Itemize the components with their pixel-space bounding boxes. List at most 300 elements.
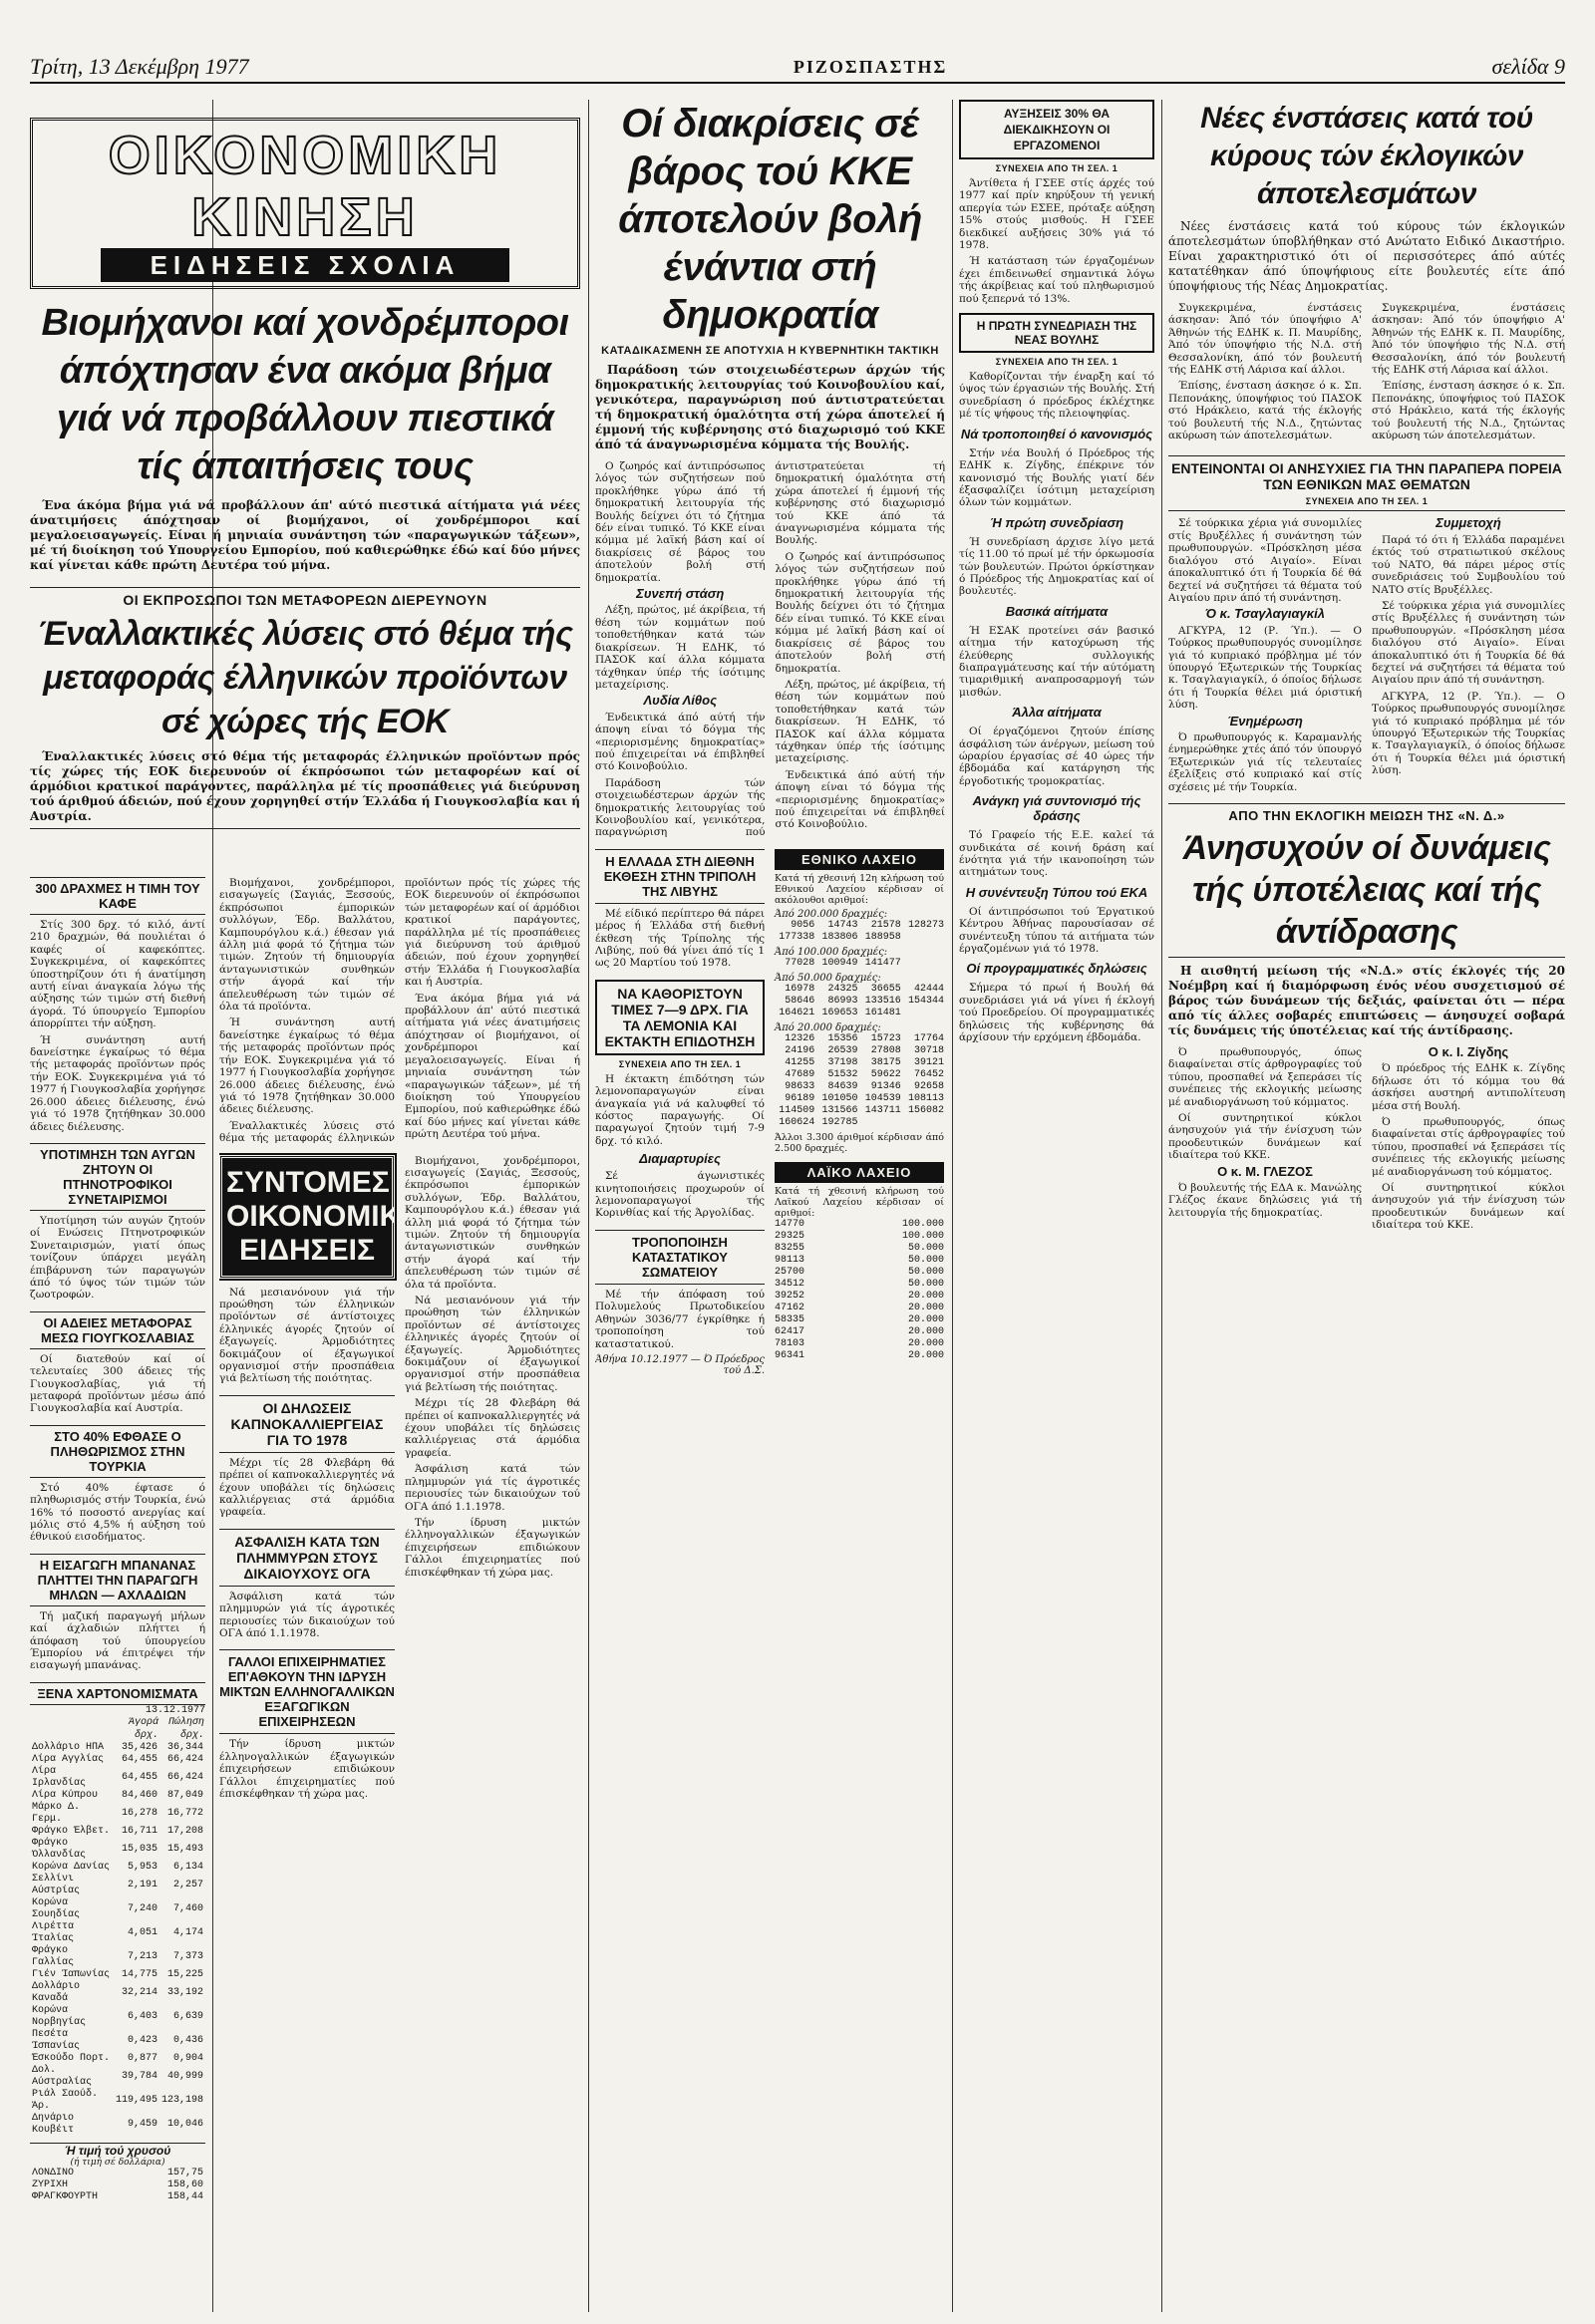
fx-row: [30, 1742, 205, 1754]
lottery-number: 20.000: [907, 1302, 944, 1313]
lemon-subhead: Διαμαρτυρίες: [639, 1151, 721, 1167]
fx-cell-name: Κορώνα Δανίας: [32, 1861, 111, 1873]
kke-paragraph: Παράδοση τών στοιχειωδέστερων άρχών τής δημοκρατικής λειτουργίας τού Κοινοβουλίου καί, γενικότερα, παραγνώριση πού άντιστρατεύεται τή δημοκρατική όμαλότητα στή χώρα άποτελεί ή έμμονή τής κυβέρνησης στό διαχωρισμό τού ΚΚΕ άπό τά άναγνωρισμένα κόμματα τής Βουλής.: [595, 460, 945, 839]
economy-lead-text: Ένα άκόμα βήμα γιά νά προβάλλουν άπ' αύτό πιεστικά αίτήματα γιά νέες άνατιμήσεις άπόχτησαν οί βιομήχανοι, οί χονδρέμποροι καί μεγαλοεισαγωγείς. Είναι ή μηνιαία συνάντηση τών «παραγωγικών τάξεων», μέ τή διοίκηση τού Υπουργείου Εμπορίου, πού καθιερώθηκε έδώ καί δύο μήνες καί γίνεται κάθε πρώτη Δευτέρα τού μήνα.: [30, 498, 580, 572]
lottery-number-grid: [775, 1033, 944, 1129]
fx-cell-name: Πεσέτα Ίσπανίας: [32, 2028, 81, 2052]
lottery-number: 15723: [870, 1032, 901, 1044]
kke-lower-right: [775, 849, 944, 1376]
cyprus-body: [1168, 517, 1565, 793]
lottery-number: 104539: [864, 1092, 901, 1104]
gold-cell-val: 158,44: [166, 2190, 203, 2202]
fx-row: [30, 1790, 205, 1802]
fx-table: [30, 1716, 205, 2137]
lottery-number: 143711: [864, 1104, 901, 1116]
wages-text: [959, 177, 1154, 305]
insurance-paragraph: Άσφάλιση κατά τών πλημμυρών γιά τίς άγροτικές περιουσίες τών δικαιούχων τού ΟΓΑ άπό 1.1.1978.: [219, 1590, 395, 1640]
fx-cell-name: Δηνάριο Κουβέιτ: [32, 2112, 75, 2136]
kke-paragraph: Λέξη, πρώτος, μέ άκρίβεια, τή θέση τών κομμάτων πού τοποθετήθηκαν κατά τών διακρίσεων. Ή ΕΔΗΚ, τό ΠΑΣΟΚ καί άλλα κόμματα τάχθηκαν ύπέρ τής ίσότιμης μεταχείρισης.: [775, 678, 945, 765]
lottery-number: 154344: [907, 995, 944, 1007]
wages-section: [959, 100, 1154, 2312]
turkey-headline: ΣΤΟ 40% ΕΦΘΑΣΕ Ο ΠΛΗΘΩΡΙΣΜΟΣ ΣΤΗΝ ΤΟΥΡΚΙΑ: [30, 1425, 205, 1478]
fx-cell-buy: 39,784: [121, 2070, 158, 2082]
fx-cell-sell: 66,424: [166, 1771, 203, 1783]
fx-cell-buy: 7,240: [127, 1902, 158, 1914]
info-subhead: Ένημέρωση: [1227, 713, 1303, 728]
fx-cell-sell: 15,493: [166, 1843, 203, 1855]
permits-headline: ΟΙ ΑΔΕΙΕΣ ΜΕΤΑΦΟΡΑΣ ΜΕΣΩ ΓΙΟΥΓΚΟΣΛΑΒΙΑΣ: [30, 1311, 205, 1349]
other-demands-paragraph: Οί έργαζόμενοι ζητούν έπίσης άσφάλιση τών άνέργων, μείωση τού ώραρίου έργασίας σέ 40 ώρες τήν έβδομάδα καί κατάργηση τής έργοδοτικής τρομοκρατίας.: [959, 726, 1154, 787]
fx-cell-buy: 4,051: [127, 1926, 158, 1938]
first-session-paragraph: Καθορίζονται τήν έναρξη καί τό ύψος τών έργασιών τής Βουλής. Στή συνεδρίαση ό πρόεδρος έκλέχτηκε μέ τίς ψήφους τής πλειοψηφίας.: [959, 371, 1154, 421]
press-text: [959, 906, 1154, 956]
economy-mid-text: [219, 877, 580, 1145]
lottery-number-grid: [775, 958, 944, 970]
fx-cell-name: Γιέν Ίαπωνίας: [32, 1968, 111, 1980]
popular-lottery-intro: Κατά τή χθεσινή κλήρωση τού Λαϊκού Λαχείου κέρδισαν οί αριθμοί:: [775, 1185, 944, 1219]
lottery-number: 30718: [913, 1044, 944, 1056]
wages-kicker: ΑΥΞΗΣΕΙΣ 30% ΘΑ ΔΙΕΚΔΙΚΗΣΟΥΝ ΟΙ ΕΡΓΑΖΟΜΕΝΟΙ: [1003, 107, 1111, 152]
fx-cell-buy: 9,459: [127, 2118, 158, 2130]
fx-cell-sell: 2,257: [172, 1879, 203, 1890]
national-lottery-intro: Κατά τή χθεσινή 12η κλήρωση τού Εθνικού Λαχείου κέρδισαν οί ακόλουθοι αριθμοί:: [775, 872, 944, 906]
appeals-paragraph: Έπίσης, ένσταση άσκησε ό κ. Σπ. Πεπονάκης, ύποψήφιος τού ΠΑΣΟΚ στό Ηράκλειο, κατά τής έκλογής τού βουλευτή τής Ν.Δ., ζητώντας ακύρωση τών άποτελεσμάτων.: [1168, 380, 1362, 442]
lottery-number: 100949: [821, 957, 858, 969]
economy-section-top: [30, 118, 580, 875]
transport-headline: Έναλλακτικές λύσεις στό θέμα τής μεταφοράς έλληνικών προϊόντων σέ χώρες τής ΕΟΚ: [37, 615, 573, 740]
bananas-headline: Η ΕΙΣΑΓΩΓΗ ΜΠΑΝΑΝΑΣ ΠΛΗΤΤΕΙ ΤΗΝ ΠΑΡΑΓΩΓΗ ΜΗΛΩΝ — ΑΧΛΑΔΙΩΝ: [30, 1554, 205, 1606]
info-paragraph: Ό πρωθυπουργός κ. Καραμανλής ένημερώθηκε χτές άπό τόν ύπουργό Έξωτερικών γιά τίς τελευταίες έξελίξεις στό κυπριακό καί στίς σχέσεις μέ τήν Τουρκία.: [1168, 730, 1362, 793]
kke-subhead: Συνεπή στάση: [636, 586, 725, 602]
fx-cell-sell: 87,049: [166, 1789, 203, 1801]
kke-lower: [595, 849, 945, 1376]
insurance-headline: ΑΣΦΑΛΙΣΗ ΚΑΤΑ ΤΩΝ ΠΛΗΜΜΥΡΩΝ ΣΤΟΥΣ ΔΙΚΑΙΟΥΧΟΥΣ ΟΓΑ: [219, 1529, 395, 1587]
economy-mid-lower-left: [219, 1155, 440, 1805]
unity-text: [959, 829, 1154, 879]
lottery-number: 39121: [913, 1056, 944, 1068]
fx-row: [30, 1754, 205, 1766]
coffee-paragraph-2: Ή συνάντηση αυτή δανείστηκε έγκαίρως τό θέμα τής μεταφοράς προϊόντων πρός τήν ΕΟΚ. Συγκεκριμένα γιά τό 1977 ή Γιουγκοσλαβία χορήγησε 26.000 άδειες διέλευσης, ένώ γιά τό 1978 ζητήθηκαν 30.000 άδειες διέλευσης.: [30, 1033, 205, 1133]
insurance-text: [219, 1591, 395, 1640]
cyprus-cont: ΣΥΝΕΧΕΙΑ ΑΠΟ ΤΗ ΣΕΛ. 1: [1305, 496, 1429, 507]
session-paragraph: Ή συνεδρίαση άρχισε λίγο μετά τίς 11.00 τό πρωί μέ τήν όρκωμοσία τών βουλευτών. Πρώτοι όρκίστηκαν ό Πρόεδρος τής Δημοκρατίας καί οί βουλευτές.: [959, 535, 1154, 598]
lottery-prize-label: Άπό 200.000 δραχμές:: [775, 908, 888, 920]
economy-lead-headline: Βιομήχανοι καί χονδρέμποροι άπόχτησαν ένα ακόμα βήμα γιά νά προβάλλουν πιεστικά τίς άπαιτήσεις τους: [41, 302, 569, 487]
lottery-number: 84639: [827, 1080, 858, 1092]
popular-lottery-results: [775, 1219, 944, 1362]
eggs-paragraph: Υποτίμηση τών αυγών ζητούν οί Ενώσεις Πτηνοτροφικών Συνεταιρισμών, γιατί όπως τονίζουν ύπάρχει μεγάλη έπιβάρυνση τών παραγωγών άπό τό ύψος τών τιμών τών ζωοτροφών.: [30, 1214, 205, 1302]
fx-cell-buy: 16,278: [121, 1807, 158, 1819]
fx-row: [30, 1969, 205, 1981]
lottery-number: 169653: [821, 1007, 858, 1018]
nd-body: [1168, 1046, 1565, 1232]
economy-banner: [30, 118, 580, 289]
appeals-paragraph: Συγκεκριμένα, ένστάσεις άσκησαν: Άπό τόν ύποψήφιο Α' Άθηνών τής ΕΔΗΚ κ. Π. Μαυρίδης, Άπό τόν ύποψήφιο τής Ν.Δ. στή Θεσσαλονίκη, άπό τόν βουλευτή τής ΕΔΗΚ στή Λάρισα καί άλλοι.: [1168, 302, 1362, 377]
french-text: [219, 1738, 395, 1800]
lottery-number: 91346: [870, 1080, 901, 1092]
rules-paragraph: Στήν νέα Βουλή ό Πρόεδρος τής ΕΔΗΚ κ. Ζίγδης, έπέκρινε τόν κανονισμό τής Βουλής γιατί δέν έξασφαλίζει ίσότιμη μεταχείριση όλων τών κομμάτων.: [959, 446, 1154, 509]
lottery-number: 131566: [821, 1104, 858, 1116]
cyprus-paragraph: Σέ τούρκικα χέρια γιά συνομιλίες στίς Βρυξέλλες ή συνάντηση τών πρωθυπουργών. «Πρόσκληση μέσα διαλόγου στό Αιγαίο». Είναι άποκαλυπτικό ότι ή Τουρκία δέ θά δεχτεί νά συζητήσει τά θέματα τού Αιγαίου πριν άπό τή συνάντηση.: [1168, 517, 1362, 604]
fx-cell-sell: 6,134: [172, 1861, 203, 1873]
fx-cell-name: Σελλίνι Αύστρίας: [32, 1873, 81, 1896]
turkey-paragraph: Στό 40% έφτασε ό πληθωρισμός στήν Τουρκία, ένώ 16% τό ποσοστό ανεργίας καί μόλις στό 4,5% ή αύξηση τού έθνικού εισοδήματος.: [30, 1481, 205, 1544]
permits-text: [30, 1353, 205, 1415]
fx-date: 13.12.1977: [145, 1704, 205, 1716]
session-subhead: Ή πρώτη συνεδρίαση: [989, 514, 1124, 530]
fx-cell-name: Δολ. Αύστραλίας: [32, 2064, 93, 2088]
fx-row: [30, 2065, 205, 2089]
issue-date: Τρίτη, 13 Δεκέμβρη 1977: [30, 54, 249, 79]
basic-demands-text: [959, 625, 1154, 699]
fx-cell-buy: 6,403: [127, 2010, 158, 2022]
mid-paragraph: Άσφάλιση κατά τών πλημμυρών γιά τίς άγροτικές περιουσίες τών δικαιούχων τού ΟΓΑ άπό 1.1.1978.: [405, 1463, 580, 1513]
fx-cell-buy: 84,460: [121, 1789, 158, 1801]
rules-subhead: Νά τροποποιηθεί ό κανονισμός: [960, 426, 1153, 441]
lottery-number: 20.000: [907, 1337, 944, 1349]
other-demands-text: [959, 726, 1154, 787]
lottery-number: 47689: [785, 1068, 815, 1080]
lottery-number: 96341: [775, 1349, 805, 1361]
fx-cell-sell: 17,208: [166, 1825, 203, 1837]
lottery-number: 14770: [775, 1218, 805, 1230]
coffee-paragraph: Στίς 300 δρχ. τό κιλό, άντί 210 δραχμών, θά πουλιέται ό καφές οί καφεκόπτες. Συγκεκριμένα, οί καφεκόπτες ύποστηρίζουν ότι ή άνατίμηση αυτή είναι άναγκαία λόγω τής αύξησης τών τιμών στή διεθνή άγορά. Τό ύπουργείο Έμπορίου άπορρίπτει τήν αύξηση.: [30, 919, 205, 1030]
gold-cell-val: 157,75: [166, 2167, 203, 2179]
lottery-number: 16978: [785, 983, 815, 995]
kke-body: [595, 460, 945, 839]
lottery-number: 114509: [779, 1104, 815, 1116]
fx-cell-sell: 16,772: [166, 1807, 203, 1819]
fx-cell-name: Ριάλ Σαούδ. Άρ.: [32, 2088, 99, 2112]
fx-cell-sell: 66,424: [166, 1753, 203, 1765]
lottery-prize-label: Άπό 50.000 δραχμές:: [775, 972, 881, 984]
lottery-number: 101050: [821, 1092, 858, 1104]
fx-cell-sell: 10,046: [166, 2118, 203, 2130]
economy-mid-lower-right: [405, 1155, 580, 1805]
lemon-headline: ΝΑ ΚΑΘΟΡΙΣΤΟΥΝ ΤΙΜΕΣ 7—9 ΔΡΧ. ΓΙΑ ΤΑ ΛΕΜΟΝΙΑ ΚΑΙ ΕΚΤΑΚΤΗ ΕΠΙΔΟΤΗΣΗ: [595, 980, 765, 1055]
fx-cell-buy: 64,455: [121, 1753, 158, 1765]
lemon-paragraph: Η έκτακτη έπιδότηση τών λεμονοπαραγωγών είναι άναγκαία γιά νά καλυφθεί τό κόστος παραγωγής. Οί παραγωγοί ζητούν τιμή 7-9 δρχ. τό κιλό.: [595, 1072, 765, 1147]
fx-col-buy: Άγορά: [128, 1716, 159, 1728]
unity-paragraph: Τό Γραφείο τής Ε.Ε. καλεί τά συνδικάτα σέ κοινή δράση καί ένότητα γιά τήν ικανοποίηση τών αιτημάτων τους.: [959, 829, 1154, 879]
fx-row: [30, 2029, 205, 2053]
lottery-number: 108113: [907, 1092, 944, 1104]
coffee-headline: 300 ΔΡΑΧΜΕΣ Η ΤΙΜΗ ΤΟΥ ΚΑΦΕ: [30, 877, 205, 915]
fx-row: [30, 1766, 205, 1790]
lemon-paragraph: Σέ άγωνιστικές κινητοποιήσεις προχωρούν οί λεμονοπαραγωγοί τής Κορινθίας καί τής Άργολίδας.: [595, 1170, 765, 1220]
cyprus-headline: ΕΝΤΕΙΝΟΝΤΑΙ ΟΙ ΑΝΗΣΥΧΙΕΣ ΓΙΑ ΤΗΝ ΠΑΡΑΠΕΡΑ ΠΟΡΕΙΑ ΤΩΝ ΕΘΝΙΚΩΝ ΜΑΣ ΘΕΜΑΤΩΝ: [1171, 460, 1562, 493]
lottery-number: 78103: [775, 1337, 805, 1349]
fx-row: [30, 1862, 205, 1874]
column-rule: [952, 100, 953, 2312]
lottery-number: 92658: [913, 1080, 944, 1092]
nd-article: [1168, 803, 1565, 958]
declarations-headline: ΟΙ ΔΗΛΩΣΕΙΣ ΚΑΠΝΟΚΑΛΛΙΕΡΓΕΙΑΣ ΓΙΑ ΤΟ 1978: [219, 1395, 395, 1453]
lottery-number: 14743: [827, 919, 858, 931]
fx-cell-buy: 16,711: [121, 1825, 158, 1837]
gold-headline: Ή τιμή τού χρυσού: [30, 2143, 205, 2158]
lottery-number: 38175: [870, 1056, 901, 1068]
lemon-text: [595, 1073, 765, 1147]
gold-table: [30, 2168, 205, 2203]
lottery-number: 50.000: [907, 1266, 944, 1278]
fx-row: [30, 2005, 205, 2029]
eggs-headline: ΥΠΟΤΙΜΗΣΗ ΤΩΝ ΑΥΓΩΝ ΖΗΤΟΥΝ ΟΙ ΠΤΗΝΟΤΡΟΦΙΚΟΙ ΣΥΝΕΤΑΙΡΙΣΜΟΙ: [30, 1143, 205, 1211]
mid-paragraph: Ή συνάντηση αυτή δανείστηκε έγκαίρως τό θέμα τής μεταφοράς προϊόντων πρός τήν ΕΟΚ. Συγκεκριμένα γιά τό 1977 ή Γιουγκοσλαβία χορήγησε 26.000 άδειες διέλευσης, ένώ γιά τό 1978 ζητήθηκαν 30.000 άδειες διέλευσης.: [219, 1017, 395, 1116]
fx-row: [30, 2089, 205, 2113]
gold-cell-name: ΦΡΑΓΚΦΟΥΡΤΗ: [32, 2190, 99, 2202]
transport-article: [30, 587, 580, 829]
lottery-number: 27808: [870, 1044, 901, 1056]
fx-cell-sell: 7,460: [172, 1902, 203, 1914]
lottery-number: 188958: [864, 931, 901, 943]
fx-cell-buy: 35,426: [121, 1741, 158, 1753]
lottery-number: 21578: [870, 919, 901, 931]
lottery-number: 160624: [779, 1116, 815, 1128]
lottery-number: 51532: [827, 1068, 858, 1080]
fx-cell-name: Δολλάριο ΗΠΑ: [32, 1741, 105, 1753]
fx-cell-sell: 7,373: [172, 1950, 203, 1962]
fx-cell-buy: 119,495: [115, 2094, 158, 2106]
lottery-number: 20.000: [907, 1313, 944, 1325]
program-subhead: Οί προγραμματικές δηλώσεις: [966, 961, 1147, 977]
mid-paragraph: Τήν ίδρυση μικτών έλληνογαλλικών έξαγωγικών έπιχειρήσεων επιδιώκουν Γάλλοι έπιχειρηματίες πού έπισκέφθηκαν τή χώρα μας.: [405, 1516, 580, 1579]
lottery-number: 17764: [913, 1032, 944, 1044]
lottery-number: 100.000: [901, 1218, 944, 1230]
mid-paragraph: Μέχρι τίς 28 Φλεβάρη θά πρέπει οί καπνοκαλλιεργητές νά έχουν υποβάλει τίς δηλώσεις καλλιέργειας στά άρμόδια γραφεία.: [405, 1397, 580, 1459]
fx-cell-buy: 2,191: [127, 1879, 158, 1890]
fx-cell-name: Λιρέττα Ίταλίας: [32, 1920, 75, 1944]
appeals-lead: Νέες ένστάσεις κατά τού κύρους τών έκλογικών άποτελεσμάτων ύποβλήθηκαν στό Ανώτατο Ειδικό Δικαστήριο. Είναι χαρακτηριστικό ότι οί περισσότερες άπό αύτές κατατέθηκαν άπό ύποψήφιους είτε βουλευτές είτε άπό ύποψήφιους τής Νέας Δημοκρατίας.: [1168, 219, 1565, 293]
economy-mid-lower-right-text: [405, 1155, 580, 1579]
wages-box: [959, 100, 1154, 159]
kke-section: [595, 100, 945, 2312]
lottery-number: 29325: [775, 1230, 805, 1242]
fx-cell-sell: 4,174: [172, 1926, 203, 1938]
lottery-number: 37198: [827, 1056, 858, 1068]
page-number: σελίδα 9: [1491, 54, 1565, 79]
other-demands-subhead: Άλλα αίτήματα: [1012, 705, 1102, 721]
nd-headline: Άνησυχούν οί δυνάμεις τής ύποτέλειας καί τής άντίδρασης: [1182, 829, 1551, 951]
economy-left-column: [30, 877, 205, 2312]
fx-cell-buy: 0,877: [127, 2052, 158, 2064]
rules-text: [959, 447, 1154, 509]
program-paragraph: Σήμερα τό πρωί ή Βουλή θά συνεδριάσει γιά νά γίνει ή έκλογή τού Προεδρείου. Οί προγραμματικές δηλώσεις τής κυβέρνησης θά άρχίσουν τήν ερχόμενη έβδομάδα.: [959, 982, 1154, 1044]
press-subhead: Η συνέντευξη Τύπου τού ΕΚΑ: [965, 884, 1148, 900]
fx-row: [30, 2113, 205, 2137]
national-lottery-results: [775, 909, 944, 1129]
appeals-paragraph: Συγκεκριμένα, ένστάσεις άσκησαν: Άπό τόν ύποψήφιο Α' Άθηνών τής ΕΔΗΚ κ. Π. Μαυρίδης, Άπό τόν ύποψήφιο τής Ν.Δ. στή Θεσσαλονίκη, άπό τόν βουλευτή τής ΕΔΗΚ στή Λάρισα καί άλλοι.: [1372, 302, 1565, 377]
lottery-number: 36655: [870, 983, 901, 995]
first-session-cont: ΣΥΝΕΧΕΙΑ ΑΠΟ ΤΗ ΣΕΛ. 1: [995, 357, 1118, 368]
gold-row: [30, 2168, 205, 2179]
lottery-number: 62417: [775, 1325, 805, 1337]
fx-cell-sell: 36,344: [166, 1741, 203, 1753]
fx-cell-sell: 0,904: [172, 2052, 203, 2064]
lottery-number: 39252: [775, 1290, 805, 1302]
short-news-text: [219, 1287, 395, 1385]
fx-row: [30, 1826, 205, 1838]
fx-cell-sell: 40,999: [166, 2070, 203, 2082]
fx-cell-sell: 33,192: [166, 1986, 203, 1998]
fx-row: [30, 1897, 205, 1921]
lottery-number: 12326: [785, 1032, 815, 1044]
cyprus-paragraph: Σέ τούρκικα χέρια γιά συνομιλίες στίς Βρυξέλλες ή συνάντηση τών πρωθυπουργών. «Πρόσκληση μέσα διαλόγου στό Αιγαίο». Είναι άποκαλυπτικό ότι ή Τουρκία δέ θά δεχτεί νά συζητήσει τά θέματα τού Αιγαίου πριν άπό τή συνάντηση.: [1372, 599, 1565, 687]
coffee-text: [30, 919, 205, 1133]
fx-row: [30, 1981, 205, 2005]
glezos-subhead: Ο κ. Μ. ΓΛΕΖΟΣ: [1217, 1163, 1313, 1179]
national-lottery-note: Άλλοι 3.300 άριθμοί κέρδισαν άπό 2.500 δραχμές.: [775, 1131, 944, 1154]
cyprus-article: [1168, 455, 1565, 511]
bananas-paragraph: Τή μαζική παραγωγή μήλων καί άχλαδιών πλήττει ή άπόφαση τού ύπουργείου Έμπορίου νά έπιτρέψει τήν εισαγωγή μπανάνας.: [30, 1609, 205, 1672]
fx-cell-buy: 64,455: [121, 1771, 158, 1783]
fx-row: [30, 1802, 205, 1826]
lottery-number: 98633: [785, 1080, 815, 1092]
fx-cell-buy: 15,035: [121, 1843, 158, 1855]
nd-paragraph: Οί συντηρητικοί κύκλοι άνησυχούν γιά τήν ένίσχυση τών προοδευτικών δυνάμεων καί ιδιαίτερα τού ΚΚΕ.: [1372, 1182, 1565, 1232]
lottery-number: 20.000: [907, 1349, 944, 1361]
economy-banner-title: ΟΙΚΟΝΟΜΙΚΗ ΚΙΝΗΣΗ: [108, 126, 502, 247]
lottery-number: 77028: [785, 957, 815, 969]
lemon-text-2: [595, 1170, 765, 1220]
kke-lead: Παράδοση τών στοιχειωδέστερων άρχών τής δημοκρατικής λειτουργίας τού Κοινοβουλίου καί, γενικότερα, παραγνώριση πού άντιστρατεύεται τή δημοκρατική όμαλότητα στή χώρα άποτελεί ή έμμονή τής κυβέρνησης στό διαχωρισμό τού ΚΚΕ άπό τά άναγνωρισμένα κόμματα τής Βουλής.: [595, 363, 945, 451]
union-paragraph: Μέ τήν άπόφαση τού Πολυμελούς Πρωτοδικείου Αθηνών 3036/77 έγκρίθηκε ή τροποποίηση τού καταστατικού.: [595, 1288, 765, 1350]
eggs-text: [30, 1215, 205, 1302]
wages-paragraph: Ή κατάσταση τών έργαζομένων έχει έπιδεινωθεί σημαντικά λόγω τής άκρίβειας καί τού πληθωρισμού πού ξεπερνά τό 13%.: [959, 255, 1154, 305]
fx-row: [30, 1874, 205, 1897]
zigdis-subhead: Ο κ. Ι. Ζίγδης: [1428, 1044, 1509, 1059]
appeals-section: [1168, 100, 1565, 2312]
lottery-number: 96189: [785, 1092, 815, 1104]
lottery-number: 26539: [827, 1044, 858, 1056]
gold-cell-val: 158,60: [166, 2179, 203, 2190]
lottery-number: 164621: [779, 1007, 815, 1018]
lottery-number: 156082: [907, 1104, 944, 1116]
bananas-text: [30, 1610, 205, 1672]
fx-row: [30, 1945, 205, 1969]
nd-lead: Η αισθητή μείωση τής «Ν.Δ.» στίς έκλογές τής 20 Νοέμβρη καί ή διαμόρφωση ένός νέου συσχετισμού σέ βάρος τών δυνάμεων τής δεξιάς, φαίνεται ότι — πέρα από τίς άλλες σοβαρές επιπτώσεις — άνησυχεί σοβαρά τίς δυνάμεις τής ύποτέλειας καί τής άντίδρασης.: [1168, 964, 1565, 1037]
wages-cont: ΣΥΝΕΧΕΙΑ ΑΠΟ ΤΗ ΣΕΛ. 1: [995, 163, 1118, 173]
transport-text: Έναλλακτικές λύσεις στό θέμα τής μεταφοράς έλληνικών προϊόντων πρός τίς χώρες τής ΕΟΚ διερευνούν οί έκπρόσωποι τών μεταφορέων καί οί άρμόδιοι κρατικοί παράγοντες, παράλληλα μέ τίς προσπάθειες γιά διεύρυνση τού άριθμού άδειών, πού έχουν χορηγηθεί στήν Έλλάδα ή Γιουγκοσλαβία και ή Αυστρία.: [30, 749, 580, 823]
short-news-box: ΣΥΝΤΟΜΕΣ ΟΙΚΟΝΟΜΙΚΕΣ ΕΙΔΗΣΕΙΣ: [219, 1155, 395, 1279]
lottery-number: 86993: [827, 995, 858, 1007]
lottery-number: 76452: [913, 1068, 944, 1080]
basic-demands-paragraph: Ή ΕΣΑΚ προτείνει σάν βασικό αίτημα τήν κατοχύρωση τής έλεύθερης συλλογικής διαπραγμάτευσης καί τήν αύτόματη τιμαριθμική αναπροσαρμογή τών μισθών.: [959, 624, 1154, 699]
lottery-number: 24325: [827, 983, 858, 995]
mid-paragraph: Ένα άκόμα βήμα γιά νά προβάλλουν άπ' αύτό πιεστικά αίτήματα γιά νέες άνατιμήσεις άπόχτησαν οί βιομήχανοι, οί χονδρέμποροι καί μεγαλοεισαγωγείς. Είναι ή μηνιαία συνάντηση τών «παραγωγικών τάξεων», μέ τή διοίκηση τού Υπουργείου Εμπορίου, πού καθιερώθηκε έδώ καί δύο μήνες καί γίνεται κάθε πρώτη Δευτέρα τού μήνα.: [405, 992, 580, 1141]
wages-paragraph: Άντίθετα ή ΓΣΕΕ στίς άρχές τού 1977 καί πρίν κηρύξουν τή γενική απεργία τών ΕΣΕΕ, πρόταξε αύξηση 15% στούς μισθούς. Η ΓΣΕΕ διεκδικεί αυξήσεις 30% γιά τό 1978.: [959, 177, 1154, 252]
fx-cell-name: Φράγκο Έλβετ.: [32, 1825, 111, 1837]
fx-cell-name: Λίρα Αγγλίας: [32, 1753, 105, 1765]
nd-paragraph: Ό πρωθυπουργός, όπως διαφαίνεται στίς άρθρογραφίες τού τύπου, προσπαθεί νά ξεπεράσει τίς συνέπειες τής εκλογικής μείωσης μέ αναδιοργάνωση τού κόμματος.: [1168, 1046, 1362, 1108]
lottery-number: 50.000: [907, 1242, 944, 1254]
fx-cell-name: Κορώνα Σουηδίας: [32, 1896, 81, 1920]
permits-paragraph: Οί διατεθούν καί οί τελευταίες 300 άδειες τής Γιουγκοσλαβίας, γιά τή μεταφορά προϊόντων μέσω άπό Γιουγκοσλαβία καί Αυστρία.: [30, 1352, 205, 1415]
gold-cell-name: ΖΥΡΙΧΗ: [32, 2179, 69, 2190]
kke-paragraph: Λέξη, πρώτος, μέ άκρίβεια, τή θέση τών κομμάτων πού τοποθετήθηκαν κατά τών διακρίσεων. Ή ΕΔΗΚ, τό ΠΑΣΟΚ καί άλλα κόμματα τάχθηκαν ύπέρ τής ίσότιμης μεταχείρισης.: [595, 604, 766, 691]
lottery-number: 20.000: [907, 1325, 944, 1337]
nd-kicker: ΑΠΟ ΤΗΝ ΕΚΛΟΓΙΚΗ ΜΕΙΩΣΗ ΤΗΣ «Ν. Δ.»: [1228, 808, 1505, 823]
fx-cell-name: Κορώνα Νορβηγίας: [32, 2004, 87, 2028]
mid-paragraph: Βιομήχανοι, χονδρέμποροι, εισαγωγείς (Σαγιάς, Ξεσσούς, έκπρόσωποι έμπορικών συλλόγων, Έδρ. Βαλλάτου, Καμπουρόγλου κ.ά.) έθεσαν γιά άλλη μιά φορά τό ζήτημα τών τιμών. Ζητούν τή δημιουργία άνταγωνιστικών συνθηκών στήν άγορά καί τήν άπελευθέρωση τών τιμών σέ όλα τά προϊόντα.: [405, 1154, 580, 1291]
session-text: [959, 536, 1154, 598]
first-session-text: [959, 371, 1154, 421]
fx-cell-name: Λίρα Ιρλανδίας: [32, 1765, 87, 1789]
libya-paragraph: Μέ είδικό περίπτερο θά πάρει μέρος ή Έλλάδα στή διεθνή έκθεση τής Τρίπολης τής Λιβύης, πού θά γίνει άπό τίς 1 ως 20 Μαρτίου τού 1978.: [595, 907, 765, 970]
gold-unit: (ή τιμή σέ δολλάρια): [70, 2157, 165, 2168]
transport-kicker: ΟΙ ΕΚΠΡΟΣΩΠΟΙ ΤΩΝ ΜΕΤΑΦΟΡΕΩΝ ΔΙΕΡΕΥΝΟΥΝ: [123, 592, 487, 608]
lottery-number-grid: [775, 984, 944, 1019]
union-text: [595, 1289, 765, 1350]
union-headline: ΤΡΟΠΟΠΟΙΗΣΗ ΚΑΤΑΣΤΑΤΙΚΟΥ ΣΩΜΑΤΕΙΟΥ: [595, 1230, 765, 1285]
nd-paragraph: Οί συντηρητικοί κύκλοι άνησυχούν γιά τήν ένίσχυση τών προοδευτικών δυνάμεων καί ιδιαίτερα τού ΚΚΕ.: [1168, 1112, 1362, 1162]
fx-cell-name: Φράγκο Όλλανδίας: [32, 1837, 87, 1861]
kke-kicker: ΚΑΤΑΔΙΚΑΣΜΕΝΗ ΣΕ ΑΠΟΤΥΧΙΑ Η ΚΥΒΕΡΝΗΤΙΚΗ ΤΑΚΤΙΚΗ: [601, 345, 939, 357]
ecevit-paragraph: ΑΓΚΥΡΑ, 12 (Ρ. Ύπ.). — Ο Τούρκος πρωθυπουργός συνομίλησε γιά τό κυπριακό πρόβλημα μέ τόν ύπουργό Έξωτερικών τής Τουρκίας κ. Τσαγλαγιαγκίλ, ό όποίος δήλωσε ότι ή Τουρκία θέλει μιά όριστική λύση.: [1372, 690, 1565, 777]
kke-paragraph: Ένδεικτικά άπό αύτή τήν άποψη είναι τό δόγμα τής «περιορισμένης δημοκρατίας» πού έπιχειρείται νά έπιβληθεί στό Κοινοβούλιο.: [595, 711, 766, 773]
fx-cell-buy: 14,775: [121, 1968, 158, 1980]
nd-paragraph: Ό πρωθυπουργός, όπως διαφαίνεται στίς άρθρογραφίες τού τύπου, προσπαθεί νά ξεπεράσει τίς συνέπειες τής εκλογικής μείωσης μέ αναδιοργάνωση τού κόμματος.: [1372, 1116, 1565, 1178]
lottery-number: 25700: [775, 1266, 805, 1278]
declarations-text: [219, 1457, 395, 1519]
zigdis-paragraph: Ό πρόεδρος τής ΕΔΗΚ κ. Ζίγδης δήλωσε ότι τό κόμμα του θά άσκήσει αυστηρή αντιπολίτευση μέσα στή Βουλή.: [1372, 1062, 1565, 1112]
kke-headline: Οί διακρίσεις σέ βάρος τού ΚΚΕ άποτελούν βολή ένάντια στή δημοκρατία: [618, 102, 922, 337]
french-paragraph: Τήν ίδρυση μικτών έλληνογαλλικών έξαγωγικών έπιχειρήσεων επιδιώκουν Γάλλοι έπιχειρηματίες πού έπισκέφθηκαν τή χώρα μας.: [219, 1738, 395, 1801]
fx-cell-sell: 0,436: [172, 2034, 203, 2046]
lottery-number: 83255: [775, 1242, 805, 1254]
fx-headline: ΞΕΝΑ ΧΑΡΤΟΝΟΜΙΣΜΑΤΑ: [30, 1682, 205, 1705]
fx-cell-sell: 123,198: [160, 2094, 203, 2106]
kke-paragraph: Ο ζωηρός καί άντιπρόσωπος λόγος τών συζητήσεων πού προκλήθηκε γύρω άπό τή δημοκρατική λειτουργία τής Βουλής δείχνει ότι τό ζήτημα δέν είναι τυπικό. Τό ΚΚΕ είναι κόμμα μέ λαϊκή βάση καί οί διακρίσεις σέ βάρος του άποτελούν βολή στή δημοκρατία.: [775, 550, 945, 675]
lottery-number: 58335: [775, 1313, 805, 1325]
mid-paragraph: Έναλλακτικές λύσεις στό θέμα τής μεταφοράς έλληνικών προϊόντων πρός τίς χώρες τής ΕΟΚ διερευνούν οί έκπρόσωποι τών μεταφορέων καί οί άρμόδιοι κρατικοί παράγοντες, παράλληλα μέ τίς προσπάθειες γιά διεύρυνση τού άριθμού άδειών, πού έχουν χορηγηθεί στήν Έλλάδα ή Γιουγκοσλαβία και ή Αυστρία.: [219, 877, 580, 1145]
short-news-paragraph: Νά μεσιανόνουν γιά τήν προώθηση τών έλληνικών προϊόντων σέ άντίστοιχες έλληνικές άγορές ζητούν οί έξαγωγείς. Άρμοδιότητες δοκιμάζουν οί έξαγωγικοί οργανισμοί στήν προσπάθεια γιά βελτίωση τής ποιότητας.: [219, 1286, 395, 1385]
fx-cell-sell: 15,225: [166, 1968, 203, 1980]
turkey-text: [30, 1482, 205, 1544]
ecevit-paragraph: ΑΓΚΥΡΑ, 12 (Ρ. Ύπ.). — Ο Τούρκος πρωθυπουργός συνομίλησε γιά τό κυπριακό πρόβλημα μέ τόν ύπουργό Έξωτερικών τής Τουρκίας κ. Τσαγλαγιαγκίλ, ό όποίος δήλωσε ότι ή Τουρκία θέλει μιά όριστική λύση.: [1168, 624, 1362, 712]
fx-cell-buy: 32,214: [121, 1986, 158, 1998]
fx-unit: δρχ.: [179, 1729, 204, 1741]
lottery-number: 133516: [864, 995, 901, 1007]
lottery-number: 34512: [775, 1278, 805, 1290]
unity-subhead: Ανάγκη γιά συντονισμό τής δράσης: [972, 793, 1141, 824]
program-text: [959, 982, 1154, 1043]
lottery-number: 100.000: [901, 1230, 944, 1242]
libya-text: [595, 908, 765, 970]
participation-paragraph: Παρά τό ότι ή Έλλάδα παραμένει έκτός τού στρατιωτικού σκέλους τού ΝΑΤΟ, θά πάρει μέρος στίς συνεδριάσεις τού Συμβουλίου τού ΝΑΤΟ στίς Βρυξέλλες.: [1372, 533, 1565, 596]
declarations-paragraph: Μέχρι τίς 28 Φλεβάρη θά πρέπει οί καπνοκαλλιεργητές νά έχουν υποβάλει τίς δηλώσεις καλλιέργειας στά άρμόδια γραφεία.: [219, 1456, 395, 1519]
fx-row: [30, 2053, 205, 2065]
gold-row: [30, 2191, 205, 2203]
french-headline: ΓΑΛΛΟΙ ΕΠΙΧΕΙΡΗΜΑΤΙΕΣ ΕΠ'ΑΘΚΟΥΝ ΤΗΝ ΙΔΡΥΣΗ ΜΙΚΤΩΝ ΕΛΛΗΝΟΓΑΛΛΙΚΩΝ ΕΞΑΓΩΓΙΚΩΝ ΕΠΙΧΕΙΡΗΣΕΩΝ: [219, 1649, 395, 1734]
lottery-number: 98113: [775, 1254, 805, 1266]
fx-cell-sell: 6,639: [172, 2010, 203, 2022]
fx-cell-name: Έσκούδο Πορτ.: [32, 2052, 111, 2064]
kke-lower-left: [595, 849, 765, 1376]
basic-demands-subhead: Βασικά αίτήματα: [1005, 603, 1109, 619]
lottery-number: 183806: [821, 931, 858, 943]
appeals-body: [1168, 302, 1565, 445]
first-session-headline: Η ΠΡΩΤΗ ΣΥΝΕΔΡΙΑΣΗ ΤΗΣ ΝΕΑΣ ΒΟΥΛΗΣ: [959, 313, 1154, 353]
fx-cell-buy: 5,953: [127, 1861, 158, 1873]
fx-cell-name: Δολλάριο Καναδά: [32, 1980, 81, 2004]
kke-paragraph: Ο ζωηρός καί άντιπρόσωπος λόγος τών συζητήσεων πού προκλήθηκε γύρω άπό τή δημοκρατική λειτουργία τής Βουλής δείχνει ότι τό ζήτημα δέν είναι τυπικό. Τό ΚΚΕ είναι κόμμα μέ λαϊκή βάση καί οί διακρίσεις σέ βάρος του άποτελούν βολή στή δημοκρατία.: [595, 460, 766, 584]
ecevit-subhead: Ό κ. Τσαγλαγιαγκίλ: [1205, 606, 1325, 622]
lottery-number: 24196: [785, 1044, 815, 1056]
glezos-paragraph: Ό βουλευτής τής ΕΔΑ κ. Μανώλης Γλέζος έκανε δηλώσεις γιά τή λειτουργία τής δημοκρατίας.: [1168, 1182, 1362, 1219]
economy-mid-column: [219, 877, 580, 2312]
kke-subhead: Λυδία Λίθος: [643, 693, 717, 709]
